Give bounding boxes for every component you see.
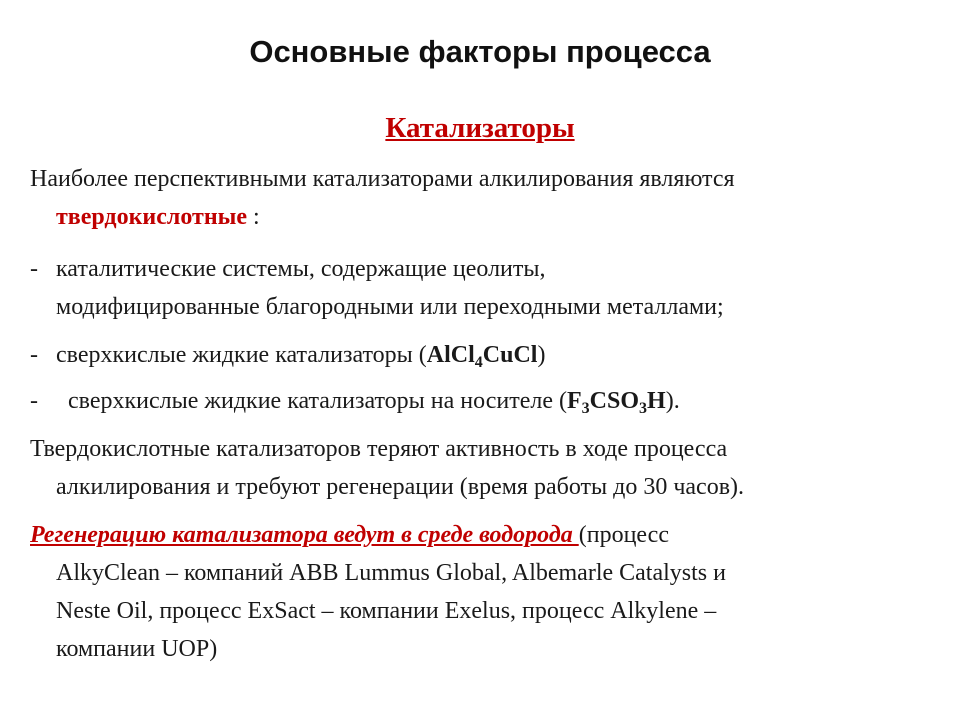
intro-text: Наиболее перспективными катализаторами алкилирования являются — [30, 166, 735, 192]
intro-tail: : — [247, 204, 260, 230]
intro-paragraph — [30, 160, 940, 236]
item3-close: ). — [665, 388, 680, 414]
slide-title: Основные факторы процесса — [249, 34, 711, 69]
para3-line4: компании UOP) — [56, 636, 218, 662]
item2-close: ) — [537, 342, 546, 368]
list-item — [30, 336, 940, 374]
para3-line3: Neste Oil, процесс ExSact – компании Exelus, процесс Alkylene – — [56, 598, 717, 624]
dash-marker: - — [30, 256, 38, 282]
item2-text: сверхкислые жидкие катализаторы ( — [56, 342, 427, 368]
item3-text: сверхкислые жидкие катализаторы на носителе ( — [56, 388, 567, 414]
formula-alcl: AlCl$_4$CuCl — [426, 342, 538, 371]
slide-subtitle: Катализаторы — [385, 112, 575, 144]
para2-line2: алкилирования и требуют регенерации (время работы до 30 часов). — [56, 474, 745, 500]
para2-line1: Твердокислотные катализаторов теряют активность в ходе процесса — [30, 436, 728, 462]
para3-line1: (процесс — [578, 522, 669, 548]
dash-marker: - — [30, 388, 38, 414]
list-item — [30, 250, 940, 326]
intro-highlight: твердокислотные — [56, 204, 248, 230]
dash-marker: - — [30, 342, 38, 368]
regeneration-emphasis: Регенерацию катализатора ведут в среде водорода — [30, 522, 579, 548]
formula-triflic: $F_3CSO_3H$ — [567, 388, 666, 417]
para3-line2: AlkyClean – компаний ABB Lummus Global, Albemarle Catalysts и — [56, 560, 726, 586]
list-item — [30, 382, 940, 420]
intro-line2 — [30, 198, 940, 236]
deactivation-paragraph — [30, 430, 940, 506]
item1-line2: модифицированные благородными или переходными металлами; — [56, 294, 724, 320]
item1-line1: каталитические системы, содержащие цеолиты, — [56, 256, 546, 282]
regeneration-paragraph — [30, 516, 940, 668]
